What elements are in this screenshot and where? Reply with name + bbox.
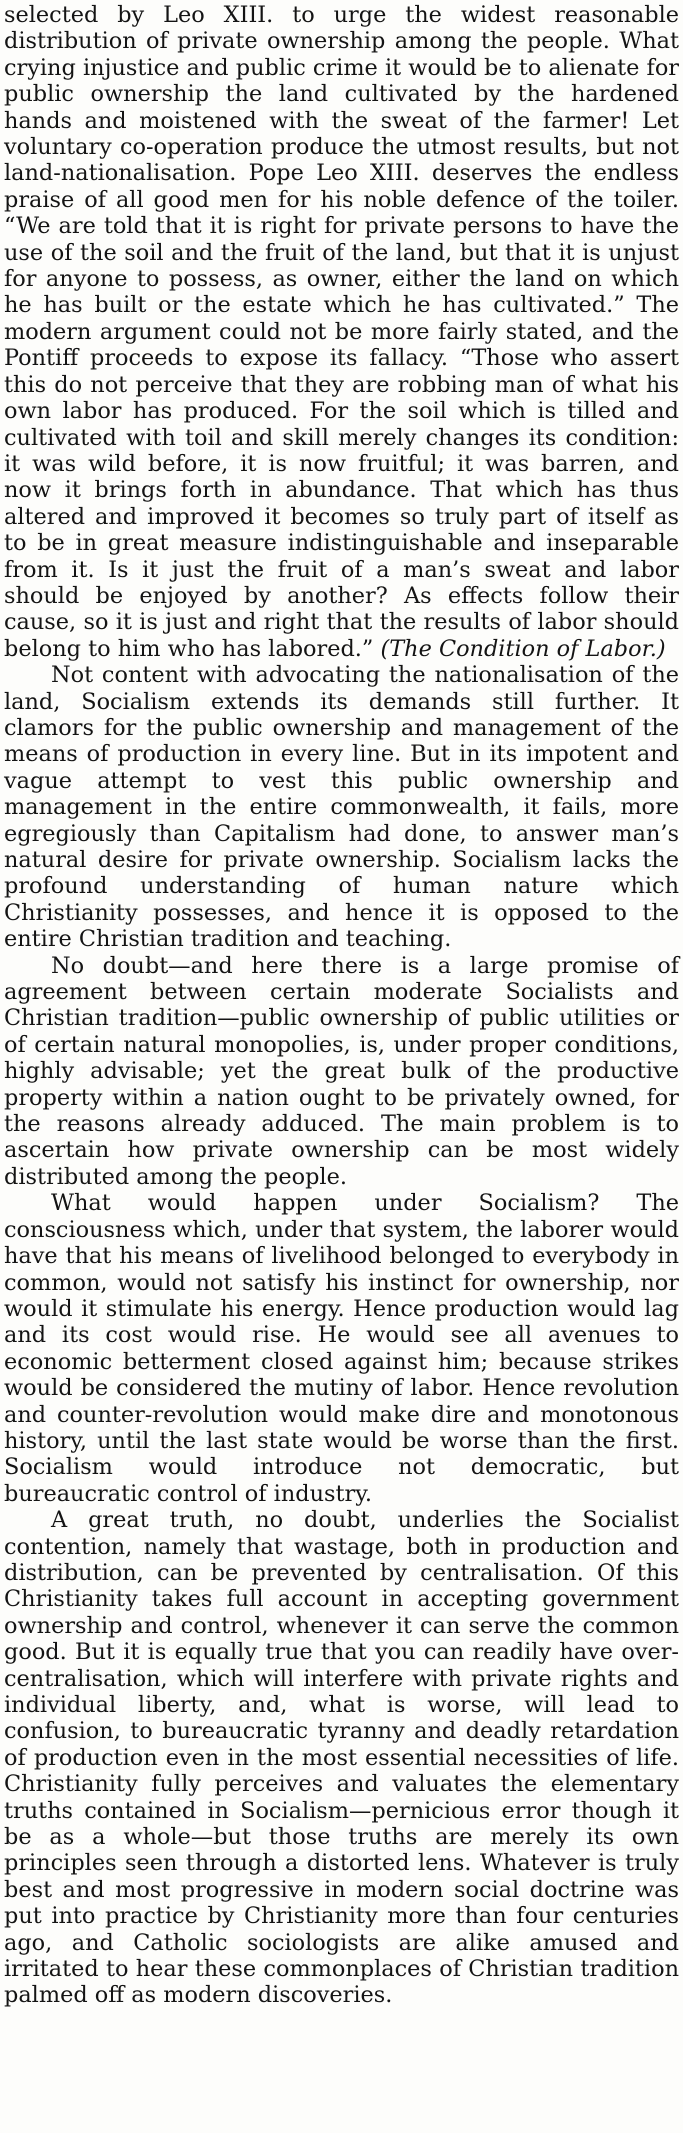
article-paragraph-1 [4, 2, 679, 662]
source-citation: (The Condition of Labor.) [380, 635, 666, 662]
paragraph-text: selected by Leo XIII. to urge the widest reasonable distribution of private ownership among the people. What crying injustice and public crime it would be to alienate for public ownership the land cultivated by the hardened hands and moistened with the sweat of the farmer! Let voluntary co-operation produce the utmost results, but not land-nationalisation. Pope Leo XIII. deserves the endless praise of all good men for his noble defence of the toiler. “We are told that it is right for private persons to have the use of the soil and the fruit of the land, but that it is unjust for anyone to possess, as owner, either the land on which he has built or the estate which he has cultivated.” The modern argument could not be more fairly stated, and the Pontiff proceeds to expose its fallacy. “Those who assert this do not perceive that they are robbing man of what his own labor has produced. For the soil which is tilled and cultivated with toil and skill merely changes its condition: it was wild before, it is now fruitful; it was barren, and now it brings forth in abundance. That which has thus altered and improved it becomes so truly part of itself as to be in great measure indistinguishable and inseparable from it. Is it just the fruit of a man’s sweat and labor should be enjoyed by another? As effects follow their cause, so it is just and right that the results of labor should belong to him who has labored.” [4, 2, 679, 662]
article-paragraph-5: A great truth, no doubt, underlies the Socialist contention, namely that wastage, both in production and distribution, can be prevented by centralisation. Of this Christianity takes full account in accepting government ownership and control, whenever it can serve the common good. But it is equally true that you can readily have over-centralisation, which will interfere with private rights and individual liberty, and, what is worse, will lead to confusion, to bureaucratic tyranny and deadly retardation of production even in the most essential necessities of life. Christianity fully perceives and valuates the elementary truths contained in Socialism—pernicious error though it be as a whole—but those truths are merely its own principles seen through a distorted lens. Whatever is truly best and most progressive in modern social doctrine was put into practice by Christianity more than four centuries ago, and Catholic sociologists are alike amused and irritated to hear these commonplaces of Christian tradition palmed off as modern discoveries. [4, 1507, 679, 2009]
article-paragraph-2: Not content with advocating the nationalisation of the land, Socialism extends its demands still further. It clamors for the public ownership and management of the means of production in every line. But in its impotent and vague attempt to vest this public ownership and management in the entire commonwealth, it fails, more egregiously than Capitalism had done, to answer man’s natural desire for private ownership. Socialism lacks the profound understanding of human nature which Christianity possesses, and hence it is opposed to the entire Christian tradition and teaching. [4, 662, 679, 953]
article-paragraph-3: No doubt—and here there is a large promise of agreement between certain moderate Socialists and Christian tradition—public ownership of public utilities or of certain natural monopolies, is, under proper conditions, highly advisable; yet the great bulk of the productive property within a nation ought to be privately owned, for the reasons already adduced. The main problem is to ascertain how private ownership can be most widely distributed among the people. [4, 952, 679, 1190]
article-paragraph-4: What would happen under Socialism? The consciousness which, under that system, the laborer would have that his means of livelihood belonged to everybody in common, would not satisfy his instinct for ownership, nor would it stimulate his energy. Hence production would lag and its cost would rise. He would see all avenues to economic betterment closed against him; because strikes would be considered the mutiny of labor. Hence revolution and counter-revolution would make dire and monotonous history, until the last state would be worse than the first. Socialism would introduce not democratic, but bureaucratic control of industry. [4, 1190, 679, 1507]
